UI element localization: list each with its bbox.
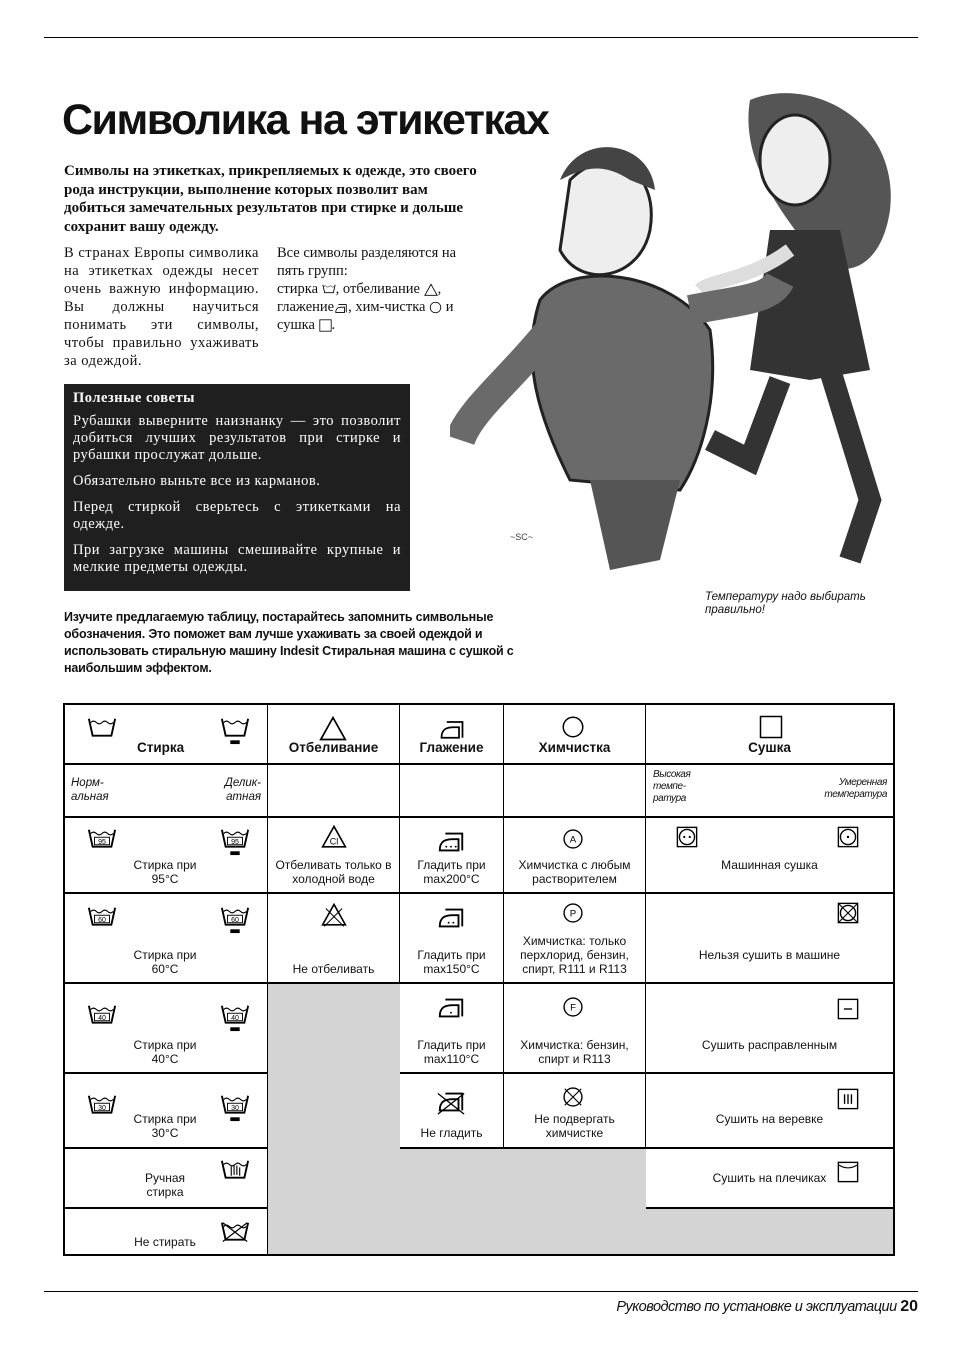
text: стирка — [277, 281, 319, 297]
wash-40-cell — [65, 984, 268, 1074]
dry-flat-icon — [837, 998, 859, 1020]
tip: Обязательно выньте все из карманов. — [73, 473, 321, 489]
svg-text:60: 60 — [231, 916, 239, 924]
bleach-icon — [424, 283, 438, 297]
tumble-dry-high-icon — [676, 826, 698, 848]
empty-cell — [504, 765, 646, 818]
svg-text:Cl: Cl — [329, 836, 339, 847]
cell-label: Стирка при 95°C — [133, 858, 197, 886]
header-label: Отбеливание — [288, 740, 379, 755]
moderate-temp-label: Умеренная температура — [824, 777, 887, 800]
hand-wash-icon — [220, 1157, 250, 1187]
wash-40-icon — [87, 1002, 117, 1032]
page-number: 20 — [900, 1298, 918, 1315]
cell-label: Химчистка: бензин, спирт и R113 — [520, 1038, 629, 1066]
text: глажение — [277, 299, 335, 315]
header-label: Стирка — [137, 740, 185, 755]
cell-label: Сушить на веревке — [715, 1112, 824, 1126]
wash-icon — [87, 715, 117, 745]
high-temp-label: Высокая темпе-ратура — [653, 769, 691, 804]
hang-dry-cell — [646, 1149, 893, 1209]
circle-icon — [561, 715, 585, 739]
header-dry — [646, 705, 893, 765]
wash-95-delicate-icon — [220, 826, 250, 856]
svg-text:P: P — [569, 908, 577, 920]
no-wash-icon — [220, 1219, 250, 1249]
bleach-cl-icon — [321, 824, 347, 850]
iron-2dots-icon — [436, 902, 466, 932]
dryclean-f-icon — [562, 996, 584, 1018]
cell-label: Химчистка: только перхлорид, бензин, спирт, R111 и R113 — [520, 934, 629, 976]
wash-subheader — [65, 765, 268, 818]
cell-label: Гладить при max200°C — [417, 858, 486, 886]
no-bleach-cell — [268, 894, 400, 984]
cell-label: Нельзя сушить в машине — [698, 948, 841, 962]
text: Все символы разделяются на пять групп: — [277, 245, 457, 279]
cell-label: Стирка при 60°C — [133, 948, 197, 976]
cell-label: Не гладить — [420, 1126, 483, 1140]
square-icon — [759, 715, 783, 739]
illustration-caption: Температуру надо выбирать правильно! — [705, 591, 866, 616]
top-rule — [44, 37, 918, 38]
intro-right: Все символы разделяются на пять групп: стирка , отбеливание , глажение , хим-чистка и сушка . — [277, 245, 457, 333]
bleach-cold-cell — [268, 818, 400, 894]
wash-60-delicate-icon — [220, 904, 250, 934]
svg-text:30: 30 — [231, 1104, 239, 1112]
intro-left: В странах Европы символика на этикетках одежды несет очень важную информацию. Вы должны научиться понимать эти символы, чтобы правильно ухаживать за одеждой. — [64, 245, 259, 369]
dry-icon — [319, 319, 332, 332]
wash-30-cell — [65, 1074, 268, 1149]
dry-flat-cell — [646, 984, 893, 1074]
svg-text:40: 40 — [98, 1014, 106, 1022]
wash-95-cell — [65, 818, 268, 894]
iron-3dots-icon — [436, 826, 466, 856]
no-iron-cell — [400, 1074, 504, 1149]
delicate-label: Делик-атная — [224, 777, 261, 803]
wash-delicate-icon — [220, 715, 250, 745]
dryclean-p-cell — [504, 894, 646, 984]
tip: Перед стиркой сверьтесь с этикетками на одежде. — [73, 499, 401, 532]
svg-text:95: 95 — [231, 838, 239, 846]
header-label: Химчистка — [538, 740, 611, 755]
no-dryclean-cell — [504, 1074, 646, 1149]
wash-30-icon — [87, 1092, 117, 1122]
svg-text:A: A — [569, 834, 577, 846]
iron-icon — [334, 301, 348, 315]
cell-label: Гладить при max110°C — [417, 1038, 486, 1066]
text: , отбеливание — [335, 281, 420, 297]
lead-paragraph: Символы на этикетках, прикрепляемых к одежде, это своего рода инструкции, выполнение которых позволит вам добиться замечательных результатов при стирке и дольше сохранит вашу одежду. — [64, 163, 477, 235]
symbols-table — [63, 703, 895, 1256]
page-title: Символика на этикетках — [62, 96, 549, 144]
cell-label: Машинная сушка — [721, 858, 818, 872]
dryclean-a-icon — [562, 828, 584, 850]
text: и сушка — [277, 299, 454, 333]
svg-text:30: 30 — [98, 1104, 106, 1112]
wash-95-icon — [87, 826, 117, 856]
iron-icon — [438, 715, 466, 743]
footer — [616, 1298, 918, 1316]
tips-box — [64, 384, 410, 591]
cell-label: Не стирать — [134, 1235, 196, 1249]
iron-110-cell — [400, 984, 504, 1074]
text: . — [331, 317, 336, 333]
cell-label: Не отбеливать — [292, 962, 375, 976]
svg-text:F: F — [570, 1002, 576, 1014]
iron-200-cell — [400, 818, 504, 894]
normal-label: Норм-альная — [71, 777, 109, 803]
no-tumble-dry-icon — [837, 902, 859, 924]
wash-60-icon — [87, 904, 117, 934]
no-iron-icon — [436, 1086, 466, 1116]
wash-icon — [322, 283, 336, 297]
no-bleach-icon — [321, 902, 347, 928]
header-dryclean — [504, 705, 646, 765]
tip: Рубашки выверните наизнанку — это позволит добиться лучших результатов при стирке и рубашки прослужат дольше. — [73, 413, 401, 463]
cell-label: Ручная стирка — [144, 1171, 186, 1199]
study-text: Изучите предлагаемую таблицу, постарайтесь запомнить символьные обозначения. Это поможет вам лучше ухаживать за своей одеждой и использовать стиральную машину Indesit Стиральная машина с сушкой с наибольшим эффектом. — [64, 610, 514, 675]
dryclean-icon — [429, 301, 442, 314]
cell-label: Отбеливать только в холодной воде — [275, 858, 392, 886]
tip: При загрузке машины смешивайте крупные и мелкие предметы одежды. — [73, 542, 401, 575]
cell-label: Сушить расправленным — [701, 1038, 838, 1052]
no-wash-cell — [65, 1209, 268, 1254]
bottom-rule — [44, 1291, 918, 1292]
dryclean-p-icon — [562, 902, 584, 924]
machine-dry-cell — [646, 818, 893, 894]
wash-40-delicate-icon — [220, 1002, 250, 1032]
iron-150-cell — [400, 894, 504, 984]
header-iron — [400, 705, 504, 765]
dancing-couple-illustration — [450, 80, 920, 580]
footer-text: Руководство по установке и эксплуатации — [616, 1299, 897, 1315]
cell-label: Стирка при 30°C — [133, 1112, 197, 1140]
no-dryclean-icon — [562, 1086, 584, 1108]
cell-label: Гладить при max150°C — [417, 948, 486, 976]
wash-60-cell — [65, 894, 268, 984]
triangle-icon — [319, 715, 347, 743]
cell-label: Сушить на плечиках — [712, 1171, 827, 1185]
empty-cell — [268, 765, 400, 818]
tips-title: Полезные советы — [73, 390, 196, 406]
dryclean-a-cell — [504, 818, 646, 894]
no-machine-dry-cell — [646, 894, 893, 984]
iron-1dot-icon — [436, 992, 466, 1022]
svg-text:40: 40 — [231, 1014, 239, 1022]
line-dry-cell — [646, 1074, 893, 1149]
cell-label: Не подвергать химчистке — [534, 1112, 615, 1140]
dry-subheader — [646, 765, 893, 818]
wash-30-delicate-icon — [220, 1092, 250, 1122]
header-label: Глажение — [419, 740, 484, 755]
svg-text:~SC~: ~SC~ — [510, 532, 534, 542]
text: , хим-чистка — [348, 299, 426, 315]
tumble-dry-low-icon — [837, 826, 859, 848]
hand-wash-cell — [65, 1149, 268, 1209]
svg-text:95: 95 — [98, 838, 106, 846]
cell-label: Химчистка с любым растворителем — [518, 858, 631, 886]
header-bleach — [268, 705, 400, 765]
header-label: Сушка — [748, 740, 791, 755]
dryclean-f-cell — [504, 984, 646, 1074]
svg-text:60: 60 — [98, 916, 106, 924]
cell-label: Стирка при 40°C — [133, 1038, 197, 1066]
header-wash — [65, 705, 268, 765]
line-dry-icon — [837, 1088, 859, 1110]
empty-cell — [400, 765, 504, 818]
